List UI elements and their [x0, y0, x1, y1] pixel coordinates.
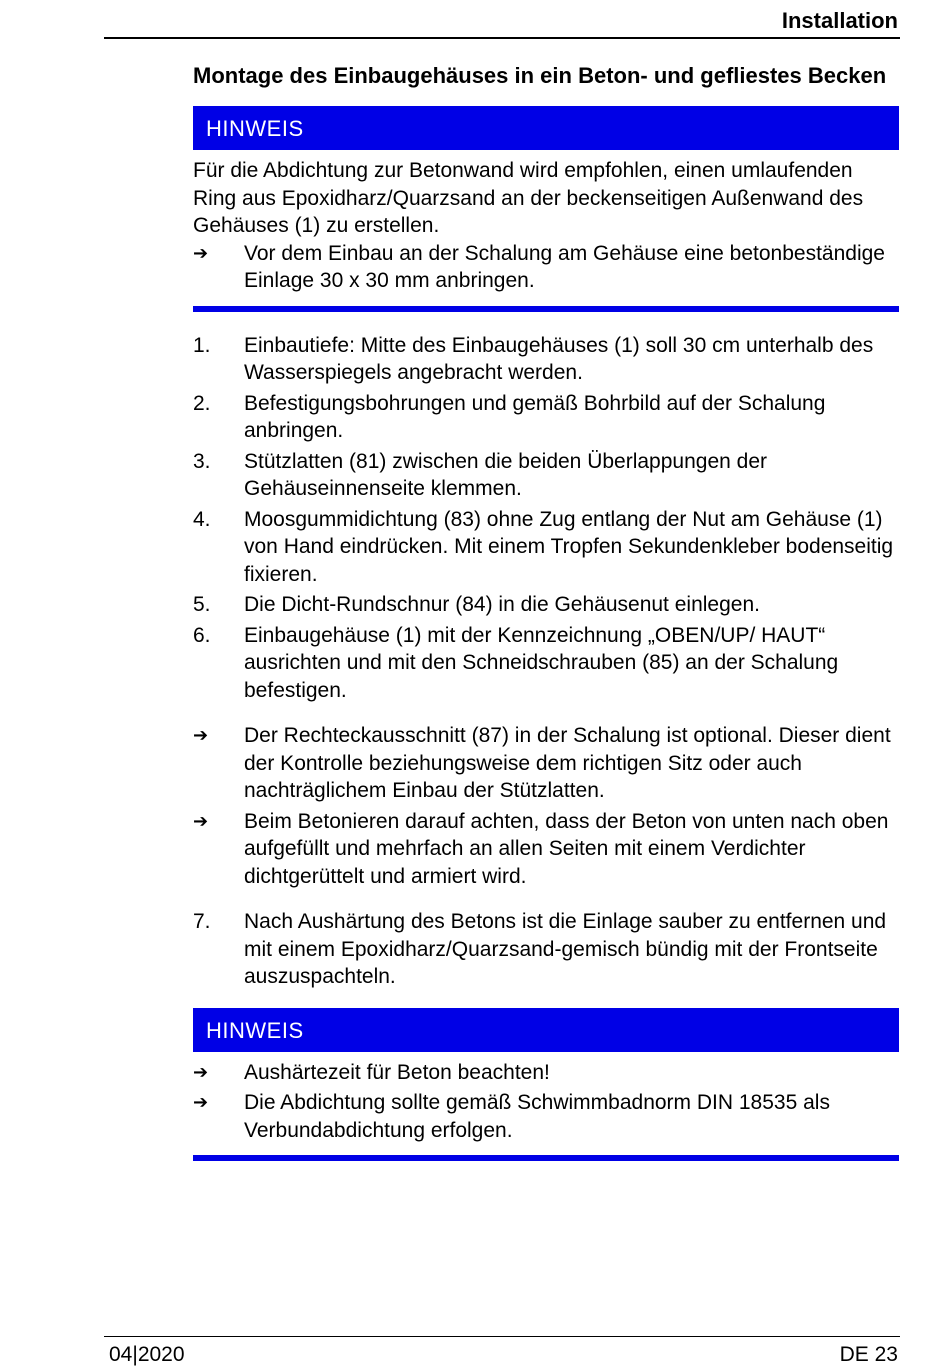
list-item: [193, 506, 899, 589]
step-number: 5.: [193, 593, 211, 616]
list-item: [193, 622, 899, 705]
notice-label: HINWEIS: [193, 106, 899, 150]
list-item: [193, 390, 899, 445]
arrow-right-icon: ➔: [193, 810, 209, 831]
arrow-right-icon: ➔: [193, 1092, 209, 1112]
step-text: Stützlatten (81) zwischen die beiden Überlappungen der Gehäuseinnenseite klemmen.: [244, 449, 768, 500]
list-item: [193, 591, 899, 619]
notice-bullet: [193, 1089, 899, 1144]
step-text: Befestigungsbohrungen und gemäß Bohrbild auf der Schalung anbringen.: [244, 391, 826, 442]
tip-text: Der Rechteckausschnitt (87) in der Schalung ist optional. Dieser dient der Kontrolle beziehungsweise dem richtigen Sitz oder auch nachträglichem Einbau der Stützlatten.: [244, 724, 891, 802]
arrow-right-icon: ➔: [193, 242, 209, 263]
notice-bottom-rule: [193, 1155, 899, 1161]
tip-text: Beim Betonieren darauf achten, dass der Beton von unten nach oben aufgefüllt und mehrfach an allen Seiten mit einem Verdichter dichtgerüttelt und armiert wird.: [244, 809, 889, 888]
notice-text: Für die Abdichtung zur Betonwand wird empfohlen, einen umlaufenden Ring aus Epoxidharz/Quarzsand an der beckenseitigen Außenwand des Gehäuses (1) zu erstellen.: [193, 159, 864, 237]
step-number: 6.: [193, 623, 211, 647]
step-text: Einbautiefe: Mitte des Einbaugehäuses (1) soll 30 cm unterhalb des Wasserspiegels angebracht werden.: [244, 333, 874, 384]
step-number: 7.: [193, 910, 211, 933]
notice-bottom-rule: [193, 306, 899, 312]
step-number: 4.: [193, 507, 211, 531]
step-list: [193, 332, 899, 705]
list-item: [193, 448, 899, 503]
tip-item: [193, 722, 899, 805]
step-text: Die Dicht-Rundschnur (84) in die Gehäusenut einlegen.: [244, 593, 760, 616]
tip-list: [193, 722, 899, 890]
notice-bullet: [193, 240, 899, 295]
notice-bullet-text: Vor dem Einbau an der Schalung am Gehäuse eine betonbeständige Einlage 30 x 30 mm anbringen.: [244, 241, 885, 292]
page-content: [193, 62, 899, 1161]
footer-date: 04|2020: [109, 1343, 185, 1366]
header-divider: [104, 37, 900, 39]
notice-bullet: [193, 1059, 899, 1087]
step-7: [193, 908, 899, 991]
step-number: 1.: [193, 333, 211, 357]
step-text: Moosgummidichtung (83) ohne Zug entlang der Nut am Gehäuse (1) von Hand eindrücken. Mit einem Tropfen Sekundenkleber bodenseitig fixieren.: [244, 507, 894, 586]
page-number: DE 23: [839, 1343, 898, 1366]
section-title: Montage des Einbaugehäuses in ein Beton- und gefliestes Becken: [193, 63, 887, 88]
notice-label: HINWEIS: [193, 1008, 899, 1052]
notice-bullet-text: Aushärtezeit für Beton beachten!: [244, 1060, 550, 1084]
list-item: [193, 908, 899, 991]
notice-box: [193, 106, 899, 312]
step-number: 2.: [193, 391, 211, 415]
notice-bullet-text: Die Abdichtung sollte gemäß Schwimmbadnorm DIN 18535 als Verbundabdichtung erfolgen.: [244, 1091, 830, 1142]
step-number: 3.: [193, 449, 211, 473]
header-title: Installation: [781, 8, 898, 33]
notice-box: [193, 1008, 899, 1162]
arrow-right-icon: ➔: [193, 1061, 209, 1082]
tip-item: [193, 808, 899, 891]
footer-divider: [104, 1336, 900, 1337]
step-text: Nach Aushärtung des Betons ist die Einlage sauber zu entfernen und mit einem Epoxidharz/Quarzsand-gemisch bündig mit der Frontseite auszuspachteln.: [244, 910, 887, 988]
list-item: [193, 332, 899, 387]
step-text: Einbaugehäuse (1) mit der Kennzeichnung „OBEN/UP/ HAUT“ ausrichten und mit den Schneidschrauben (85) an der Schalung befestigen.: [244, 623, 839, 702]
arrow-right-icon: ➔: [193, 725, 209, 745]
